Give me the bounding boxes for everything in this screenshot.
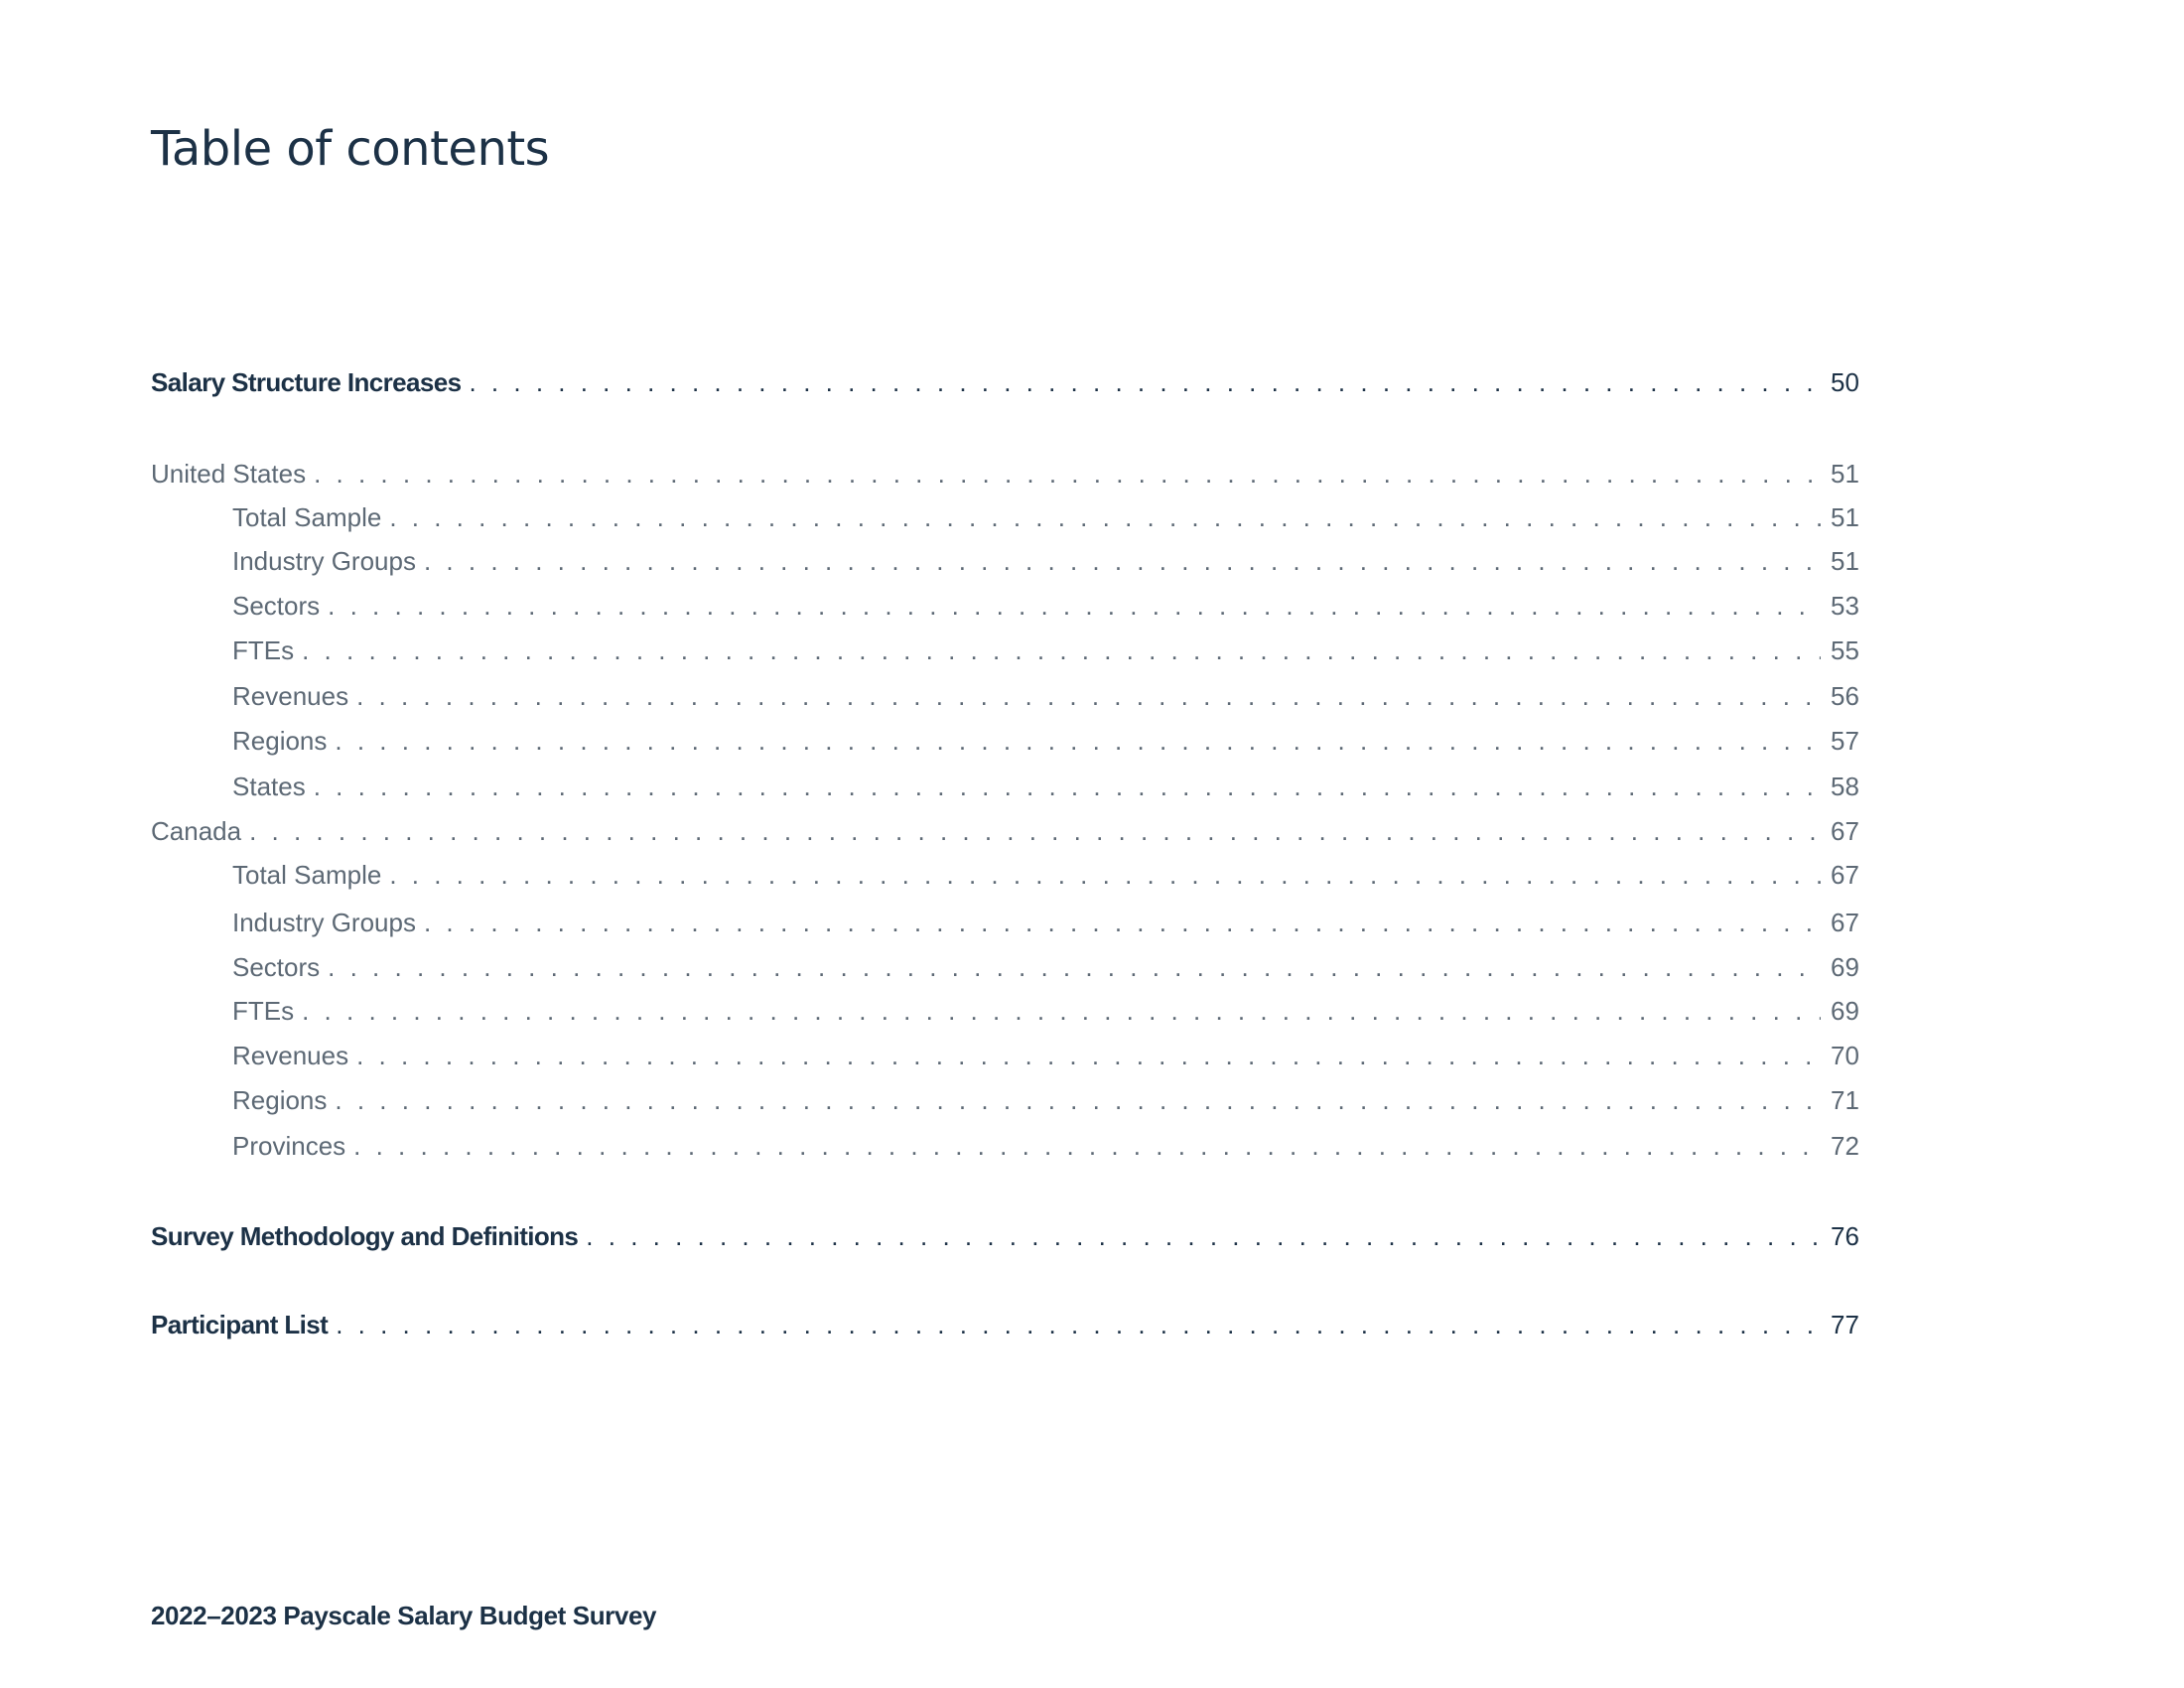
- toc-entry-page-number: 50: [1831, 367, 1859, 397]
- dot-leader: [389, 500, 1821, 534]
- dot-leader: [424, 906, 1821, 939]
- toc-entry-us-sectors[interactable]: [232, 589, 1878, 623]
- toc-entry-ca-provinces[interactable]: [232, 1129, 1878, 1163]
- toc-entry-label: States: [232, 772, 306, 801]
- dot-leader: [424, 544, 1821, 578]
- page-title: Table of contents: [151, 121, 550, 177]
- toc-entry-page-number: 57: [1831, 726, 1859, 756]
- toc-entry-label: United States: [151, 459, 307, 489]
- dot-leader: [328, 589, 1821, 623]
- toc-entry-page-number: 51: [1831, 546, 1859, 576]
- toc-entry-page-number: 77: [1831, 1310, 1859, 1339]
- document-footer: 2022–2023 Payscale Salary Budget Survey: [151, 1601, 657, 1630]
- toc-entry-page-number: 72: [1831, 1131, 1859, 1161]
- toc-entry-salary-structure-increases[interactable]: [151, 365, 1878, 399]
- dot-leader: [314, 770, 1821, 803]
- toc-entry-label: FTEs: [232, 635, 295, 665]
- dot-leader: [328, 950, 1821, 984]
- dot-leader: [335, 724, 1821, 758]
- dot-leader: [249, 814, 1821, 848]
- dot-leader: [302, 633, 1821, 667]
- dot-leader: [335, 1083, 1821, 1117]
- dot-leader: [586, 1219, 1821, 1253]
- toc-entry-page-number: 70: [1831, 1041, 1859, 1070]
- toc-entry-page-number: 69: [1831, 996, 1859, 1026]
- toc-entry-page-number: 55: [1831, 635, 1859, 665]
- toc-entry-ca-revenues[interactable]: [232, 1039, 1878, 1072]
- toc-entry-page-number: 58: [1831, 772, 1859, 801]
- toc-entry-label: Total Sample: [232, 860, 382, 890]
- dot-leader: [314, 457, 1821, 491]
- toc-entry-label: Survey Methodology and Definitions: [151, 1221, 579, 1251]
- toc-entry-participant-list[interactable]: [151, 1308, 1878, 1341]
- toc-entry-us-states[interactable]: [232, 770, 1878, 803]
- toc-entry-page-number: 71: [1831, 1085, 1859, 1115]
- toc-entry-label: Total Sample: [232, 502, 382, 532]
- toc-entry-label: Revenues: [232, 681, 349, 711]
- dot-leader: [302, 994, 1821, 1028]
- toc-entry-page-number: 67: [1831, 816, 1859, 846]
- toc-entry-ca-industry-groups[interactable]: [232, 906, 1878, 939]
- dot-leader: [356, 1039, 1821, 1072]
- dot-leader: [469, 365, 1821, 399]
- toc-entry-ca-total-sample[interactable]: [232, 858, 1878, 892]
- toc-entry-label: Regions: [232, 726, 328, 756]
- toc-entry-label: Industry Groups: [232, 546, 416, 576]
- toc-entry-label: Participant List: [151, 1310, 329, 1339]
- toc-entry-label: Industry Groups: [232, 908, 416, 937]
- toc-entry-page-number: 69: [1831, 952, 1859, 982]
- toc-entry-label: Provinces: [232, 1131, 346, 1161]
- toc-entry-page-number: 76: [1831, 1221, 1859, 1251]
- toc-entry-united-states[interactable]: [151, 457, 1878, 491]
- toc-entry-us-total-sample[interactable]: [232, 500, 1878, 534]
- toc-entry-label: Revenues: [232, 1041, 349, 1070]
- toc-entry-ca-regions[interactable]: [232, 1083, 1878, 1117]
- toc-entry-label: Sectors: [232, 591, 321, 621]
- toc-entry-canada[interactable]: [151, 814, 1878, 848]
- toc-entry-page-number: 67: [1831, 908, 1859, 937]
- toc-entry-label: Salary Structure Increases: [151, 367, 462, 397]
- toc-entry-label: Regions: [232, 1085, 328, 1115]
- toc-entry-page-number: 53: [1831, 591, 1859, 621]
- dot-leader: [356, 679, 1821, 713]
- toc-entry-us-ftes[interactable]: [232, 633, 1878, 667]
- toc-entry-page-number: 56: [1831, 681, 1859, 711]
- toc-entry-ca-sectors[interactable]: [232, 950, 1878, 984]
- dot-leader: [353, 1129, 1821, 1163]
- toc-entry-page-number: 67: [1831, 860, 1859, 890]
- toc-entry-page-number: 51: [1831, 502, 1859, 532]
- toc-entry-label: FTEs: [232, 996, 295, 1026]
- dot-leader: [336, 1308, 1821, 1341]
- toc-entry-us-regions[interactable]: [232, 724, 1878, 758]
- toc-entry-ca-ftes[interactable]: [232, 994, 1878, 1028]
- toc-entry-label: Canada: [151, 816, 242, 846]
- toc-entry-label: Sectors: [232, 952, 321, 982]
- toc-entry-us-industry-groups[interactable]: [232, 544, 1878, 578]
- toc-entry-survey-methodology[interactable]: [151, 1219, 1878, 1253]
- dot-leader: [389, 858, 1821, 892]
- toc-entry-page-number: 51: [1831, 459, 1859, 489]
- toc-entry-us-revenues[interactable]: [232, 679, 1878, 713]
